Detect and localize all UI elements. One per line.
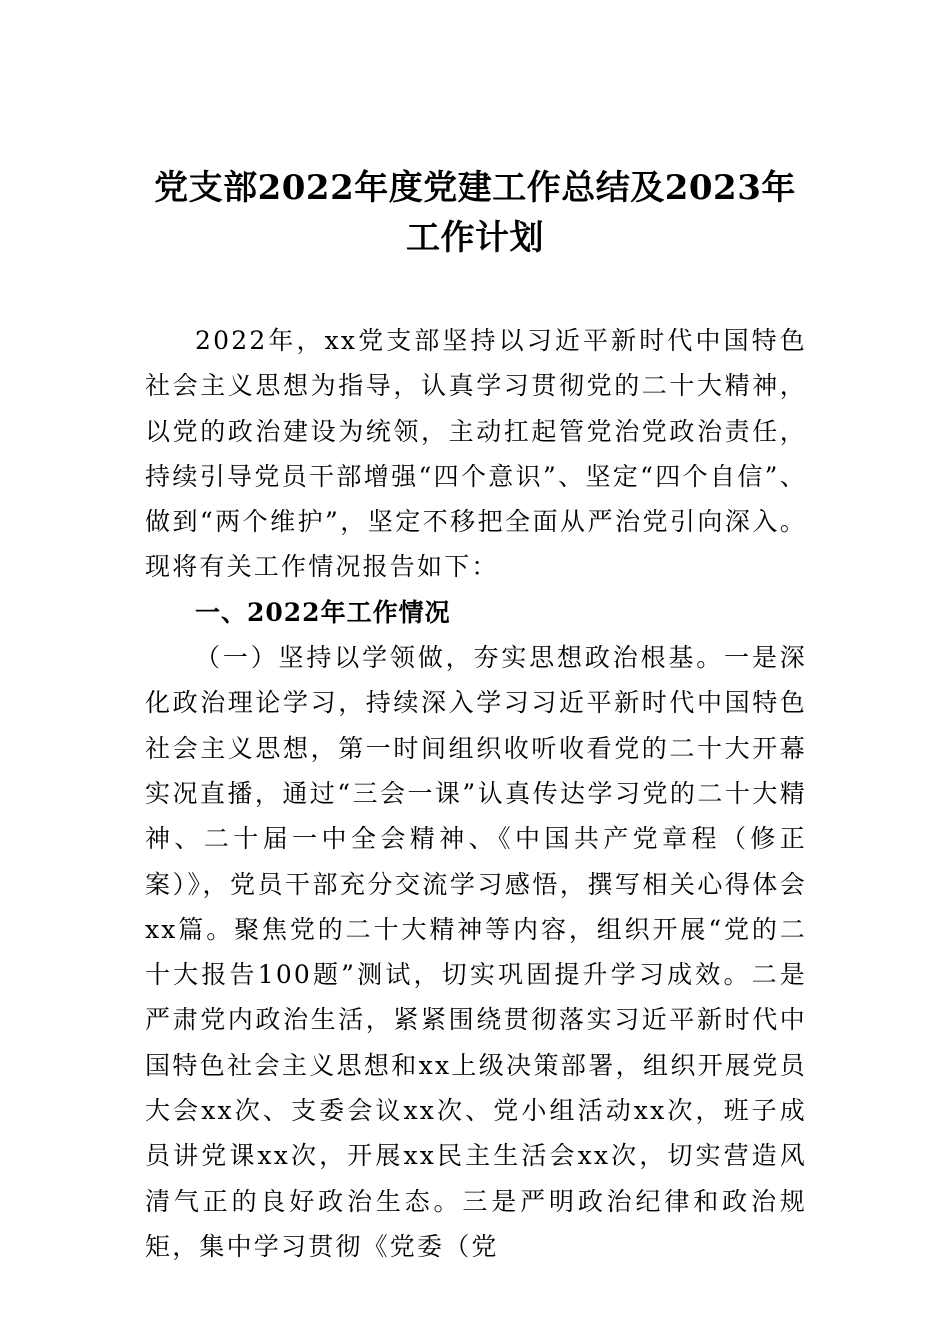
section-heading: 一、2022年工作情况	[195, 597, 451, 627]
document-body	[145, 318, 807, 1269]
section-paragraph: （一）坚持以学领做，夯实思想政治根基。一是深化政治理论学习，持续深入学习习近平新时代中国特色社会主义思想，第一时间组织收听收看党的二十大开幕实况直播，通过“三会一课”认真传达学习党的二十大精神、二十届一中全会精神、《中国共产党章程（修正案）》，党员干部充分交流学习感悟，撰写相关心得体会xx篇。聚焦党的二十大精神等内容，组织开展“党的二十大报告100题”测试，切实巩固提升学习成效。二是严肃党内政治生活，紧紧围绕贯彻落实习近平新时代中国特色社会主义思想和xx上级决策部署，组织开展党员大会xx次、支委会议xx次、党小组活动xx次，班子成员讲党课xx次，开展xx民主生活会xx次，切实营造风清气正的良好政治生态。三是严明政治纪律和政治规矩，集中学习贯彻《党委（党	[145, 643, 807, 1261]
intro-paragraph: 2022年，xx党支部坚持以习近平新时代中国特色社会主义思想为指导，认真学习贯彻党的二十大精神，以党的政治建设为统领，主动扛起管党治党政治责任，持续引导党员干部增强“四个意识”、坚定“四个自信”、做到“两个维护”，坚定不移把全面从严治党引向深入。现将有关工作情况报告如下：	[145, 326, 807, 582]
document-title: 党支部2022年度党建工作总结及2023年工作计划	[154, 168, 796, 258]
